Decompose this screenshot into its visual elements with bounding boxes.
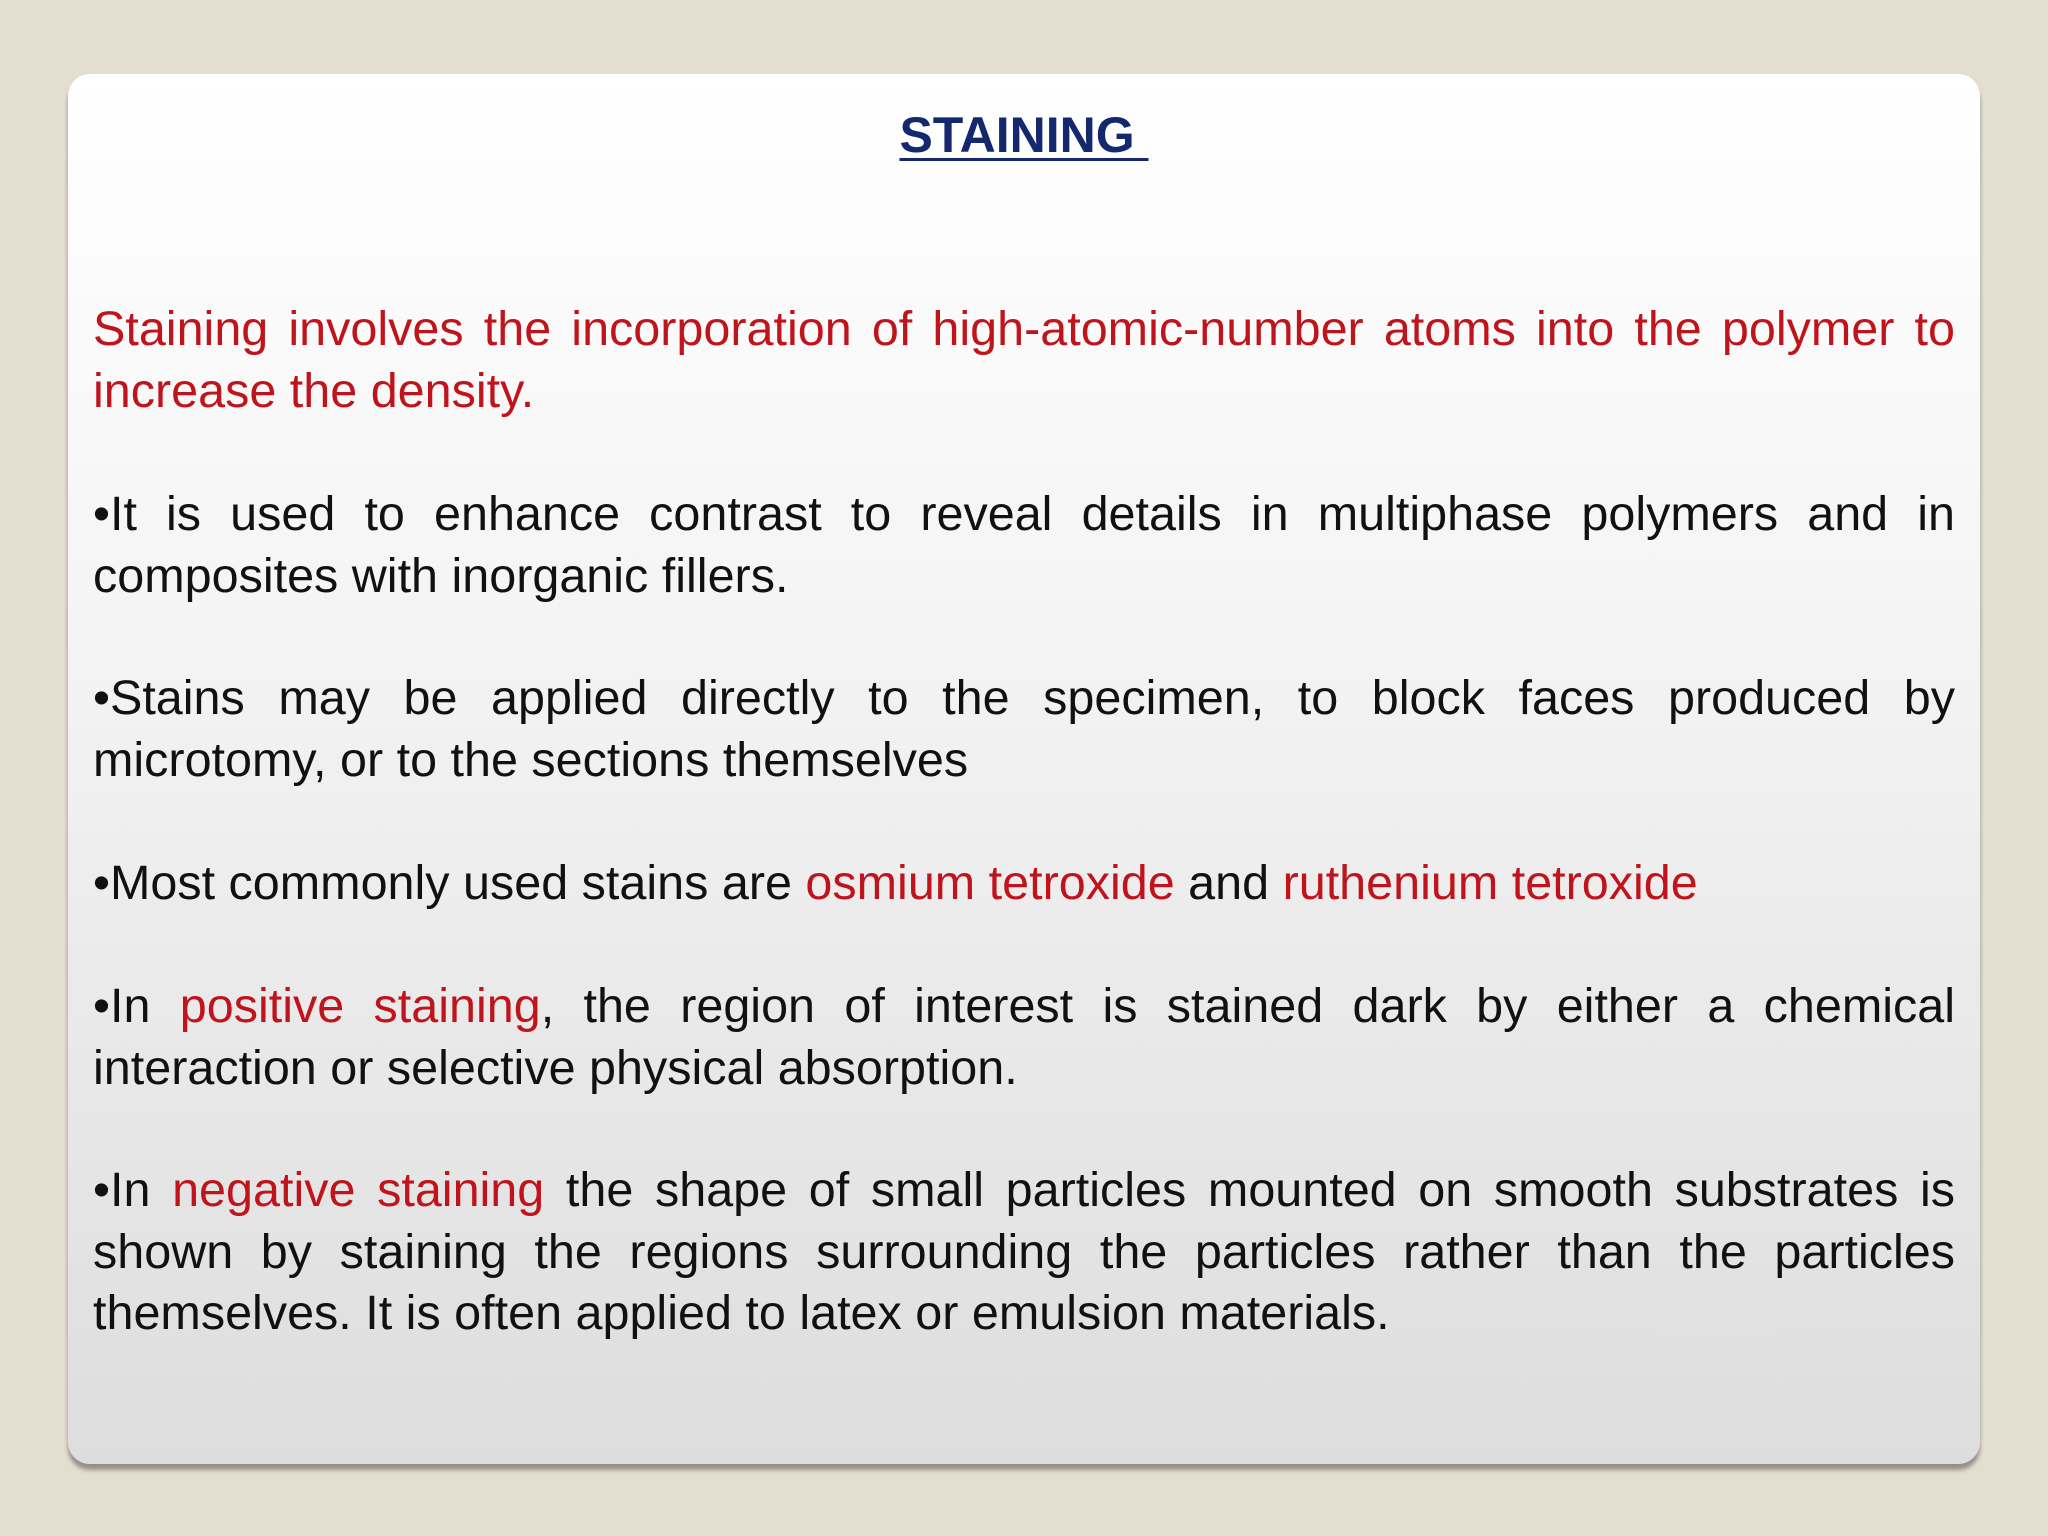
bullet-negative-prefix: •In (93, 1163, 173, 1217)
ruthenium-tetroxide-highlight: ruthenium tetroxide (1282, 856, 1698, 910)
bullet-positive-staining (93, 976, 1955, 1099)
positive-staining-highlight: positive staining (179, 979, 541, 1033)
slide-title (68, 106, 1980, 164)
bullet-contrast: •It is used to enhance contrast to reveal details in multiphase polymers and in composites with inorganic fillers. (93, 487, 1955, 603)
bullet-common-stains-conjunction: and (1174, 856, 1283, 910)
bullet-negative-staining (93, 1160, 1955, 1345)
bullet-negative-text: the shape of small particles mounted on smooth substrates is shown by staining the regions surrounding the particles rather than the particles themselves. It is often applied to latex or emulsion materials. (93, 1163, 1955, 1340)
slide-card (68, 74, 1980, 1464)
bullet-common-stains-prefix: •Most commonly used stains are (93, 856, 806, 910)
intro-paragraph: Staining involves the incorporation of high-atomic-number atoms into the polymer to increase the density. (93, 302, 1955, 418)
bullet-application: •Stains may be applied directly to the specimen, to block faces produced by microtomy, or to the sections themselves (93, 671, 1955, 787)
osmium-tetroxide-highlight: osmium tetroxide (805, 856, 1175, 910)
bullet-positive-prefix: •In (93, 979, 180, 1033)
slide-title-text: STAINING (899, 107, 1149, 163)
bullet-common-stains (93, 853, 1955, 915)
bullet-positive-text: , the region of interest is stained dark by either a chemical interaction or selective physical absorption. (93, 979, 1956, 1095)
negative-staining-highlight: negative staining (172, 1163, 545, 1217)
